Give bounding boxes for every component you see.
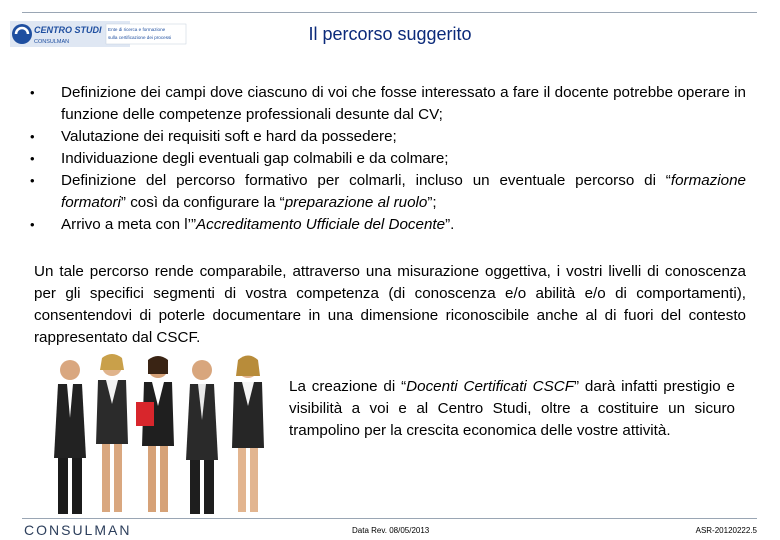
bullet-dot-icon: • [30,151,35,166]
svg-text:CENTRO STUDI: CENTRO STUDI [34,25,102,35]
bullet-text-mid: ” così da configurare la “ [120,194,285,211]
bullet-text-emphasis: formazione formatori [61,172,746,211]
svg-text:Ente di ricerca e formazione: Ente di ricerca e formazione [108,27,166,32]
bullet-text-pre: Definizione del percorso formativo per colmarli, incluso un eventuale percorso di “ [61,172,671,189]
footer-document-code: ASR-20120222.5 [695,526,757,535]
consulman-logo-text: CONSULMAN [24,522,132,538]
footer-divider [22,518,757,519]
quote-post: ” darà infatti prestigio e visibilità a voi e al Centro Studi, oltre a costituire un sicuro trampolino per la crescita economica delle vostre attività. [289,378,735,439]
business-team-photo [40,348,290,516]
bullet-item [30,148,746,170]
svg-text:sulla certificazione dei proce: sulla certificazione dei processi [108,35,172,40]
bullet-text: Valutazione dei requisiti soft e hard da possedere; [61,128,397,145]
quote-paragraph [289,376,735,442]
svg-text:CONSULMAN: CONSULMAN [34,39,70,45]
bullet-item [30,82,746,126]
bullet-text: Definizione dei campi dove ciascuno di voi che fosse interessato a fare il docente potrebbe operare in funzione delle competenze professionali desunte dal CV; [61,84,746,123]
bullet-dot-icon: • [30,217,35,232]
quote-pre: La creazione di “ [289,378,407,395]
header-divider [22,12,757,13]
bullet-dot-icon: • [30,129,35,144]
bullet-text-pre: Arrivo a meta con l’” [61,216,197,233]
bullet-item [30,214,746,236]
bullet-list [30,82,746,236]
bullet-dot-icon: • [30,85,35,100]
consulman-logo [22,520,182,540]
slide-title: Il percorso suggerito [308,24,472,44]
bullet-text-emphasis: Accreditamento Ufficiale del Docente [196,216,446,233]
quote-emphasis: Docenti Certificati CSCF [406,378,574,395]
bullet-text-post: ”; [427,194,437,211]
bullet-dot-icon: • [30,173,35,188]
footer-revision-date: Data Rev. 08/05/2013 [352,526,430,535]
bullet-text-emphasis: preparazione al ruolo [284,194,428,211]
bullet-text-post: ”. [445,216,455,233]
bullet-item [30,170,746,214]
body-paragraph: Un tale percorso rende comparabile, attraverso una misurazione oggettiva, i vostri livelli di conoscenza per gli specifici segmenti di vostra competenza (di conoscenza e/o abilità e/o di comportamenti), consentendovi di poterle documentare in una dimensione riconoscibile anche al di fuori del contesto rappresentato dal CSCF. [34,263,746,346]
bullet-text: Individuazione degli eventuali gap colmabili e da colmare; [61,150,449,167]
bullet-item [30,126,746,148]
